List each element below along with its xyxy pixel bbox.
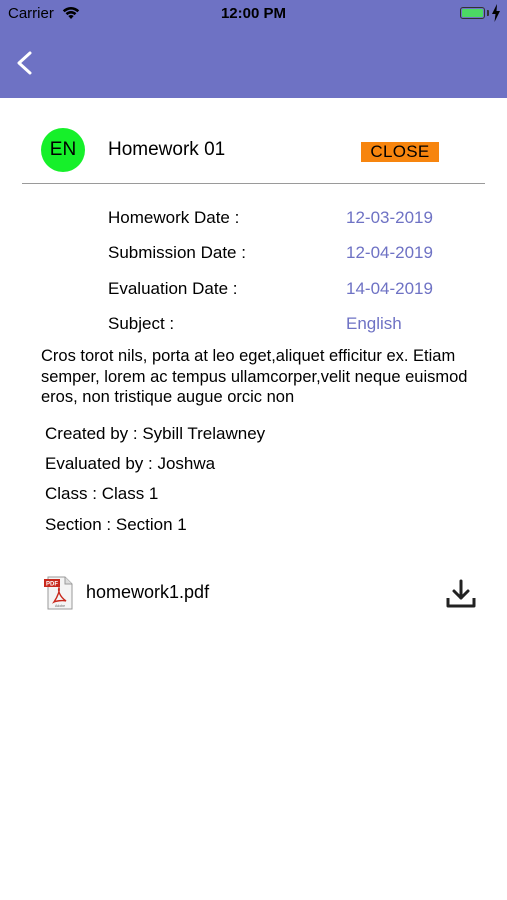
pdf-file-icon[interactable] bbox=[44, 576, 74, 610]
created-by-label: Created by bbox=[45, 424, 129, 443]
homework-title: Homework 01 bbox=[108, 139, 226, 160]
svg-text:Adobe: Adobe bbox=[54, 604, 66, 608]
homework-date-row bbox=[108, 208, 448, 230]
homework-description: Cros torot nils, porta at leo eget,aliquet efficitur ex. Etiam semper, lorem ac tempus ullamcorper,velit neque euismod eros, non tristique augue orcic non bbox=[41, 347, 468, 406]
section-label: Section bbox=[45, 515, 102, 534]
app-header bbox=[0, 0, 507, 98]
svg-text:PDF: PDF bbox=[46, 581, 58, 588]
subject-row bbox=[108, 314, 448, 336]
homework-date-label: Homework Date : bbox=[108, 208, 240, 227]
submission-date-row bbox=[108, 243, 448, 265]
created-by-row: Created by : Sybill Trelawney bbox=[45, 424, 266, 443]
class-label: Class bbox=[45, 484, 88, 503]
battery-level bbox=[462, 9, 483, 17]
subject-value: English bbox=[346, 314, 402, 333]
divider bbox=[22, 183, 485, 184]
evaluated-by-row: Evaluated by : Joshwa bbox=[45, 454, 216, 473]
battery-icon bbox=[460, 7, 485, 19]
back-button[interactable] bbox=[10, 48, 40, 78]
evaluation-date-row bbox=[108, 279, 448, 301]
evaluated-by-label: Evaluated by bbox=[45, 454, 144, 473]
evaluation-date-value: 14-04-2019 bbox=[346, 279, 433, 298]
submission-date-value: 12-04-2019 bbox=[346, 243, 433, 262]
section-row: Section : Section 1 bbox=[45, 515, 187, 534]
status-badge: CLOSE bbox=[361, 142, 439, 162]
attachment-filename[interactable]: homework1.pdf bbox=[86, 582, 210, 602]
evaluated-by-value: Joshwa bbox=[157, 454, 216, 473]
carrier-label: Carrier bbox=[8, 5, 54, 22]
download-icon[interactable] bbox=[445, 578, 477, 610]
section-value: Section 1 bbox=[115, 515, 187, 534]
homework-date-value: 12-03-2019 bbox=[346, 208, 433, 227]
status-bar bbox=[0, 0, 507, 28]
evaluation-date-label: Evaluation Date : bbox=[108, 279, 238, 298]
subject-label: Subject : bbox=[108, 314, 175, 333]
status-time: 12:00 PM bbox=[220, 5, 287, 22]
charging-bolt-icon bbox=[491, 4, 501, 22]
subject-avatar: EN bbox=[41, 128, 85, 172]
created-by-value: Sybill Trelawney bbox=[142, 424, 266, 443]
submission-date-label: Submission Date : bbox=[108, 243, 246, 262]
class-row: Class : Class 1 bbox=[45, 484, 159, 503]
class-value: Class 1 bbox=[101, 484, 159, 503]
battery-tip bbox=[487, 10, 489, 16]
